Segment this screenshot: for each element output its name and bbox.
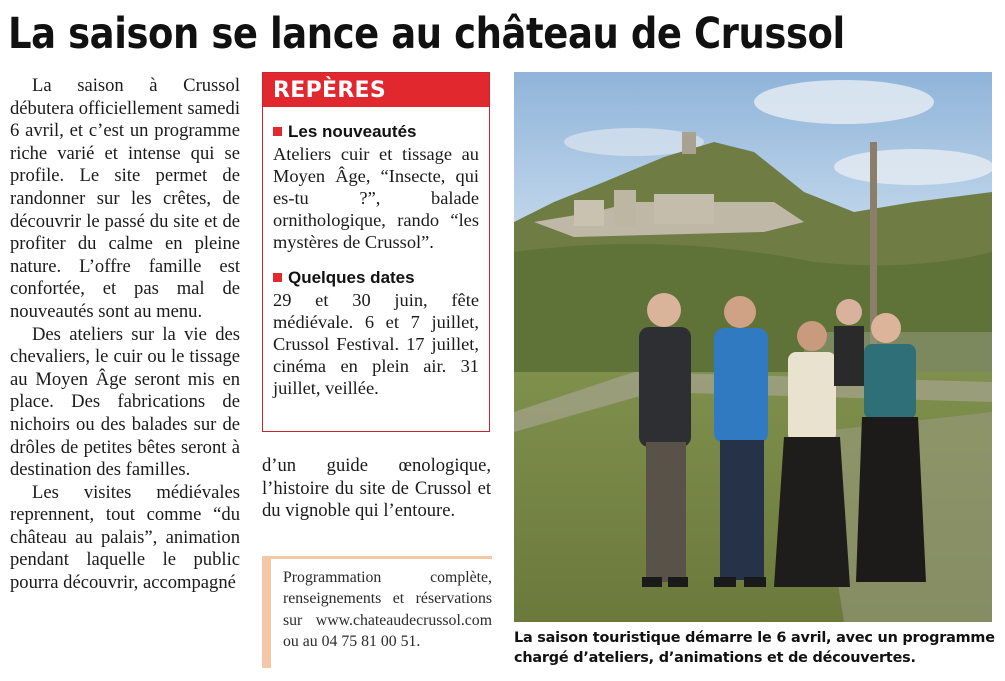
article-column-1 — [10, 75, 240, 595]
info-box: Programmation complète, renseignements et réservations sur www.chateaudecrussol.com ou au 04 75 81 00 51. — [262, 556, 492, 668]
photo-illustration — [514, 72, 992, 622]
article-column-2 — [262, 455, 491, 523]
reperes-section-dates — [263, 267, 489, 399]
reperes-title: REPÈRES — [263, 73, 489, 107]
reperes-section-body: 29 et 30 juin, fête médiévale. 6 et 7 juillet, Crussol Festival. 17 juillet, cinéma en plein air. 31 juillet, veillée. — [273, 290, 479, 398]
reperes-sidebar — [262, 72, 490, 432]
article-paragraph: d’un guide œnologique, l’histoire du site de Crussol et du vignoble qui l’entoure. — [262, 455, 491, 522]
person-4 — [834, 299, 864, 386]
photo-caption: La saison touristique démarre le 6 avril, avec un programme chargé d’ateliers, d’animations et de découvertes. — [514, 630, 995, 666]
red-square-bullet-icon — [273, 127, 282, 136]
article-paragraph: Des ateliers sur la vie des chevaliers, le cuir ou le tissage au Moyen Âge seront mis en place. Des fabrications de nichoirs ou des balades sur de drôles de petites bêtes seront à destination des familles. — [10, 323, 240, 481]
reperes-section-body: Ateliers cuir et tissage au Moyen Âge, “Insecte, qui es-tu ?”, balade ornithologique, rando “les mystères de Crussol”. — [273, 144, 479, 252]
reperes-section-heading: Quelques dates — [288, 268, 415, 287]
person-5 — [856, 313, 926, 582]
article-paragraph: La saison à Crussol débutera officiellement samedi 6 avril, et c’est un programme riche varié et intense qui se profile. Le site permet de randonner sur les crêtes, de découvrir le passé du site et de profiter du calme en pleine nature. L’offre famille est confortée, et pas mal de nouveautés sont au menu. — [10, 75, 240, 322]
article-headline: La saison se lance au château de Crussol — [8, 9, 845, 59]
red-square-bullet-icon — [273, 273, 282, 282]
person-2 — [714, 296, 768, 587]
article-paragraph: Les visites médiévales reprennent, tout comme “du château au palais”, animation pendant laquelle le public pourra découvrir, accompagné — [10, 481, 240, 594]
reperes-section-heading: Les nouveautés — [288, 122, 417, 141]
reperes-section-nouveautes — [263, 121, 489, 253]
person-1 — [639, 293, 691, 587]
article-photo — [514, 72, 992, 622]
